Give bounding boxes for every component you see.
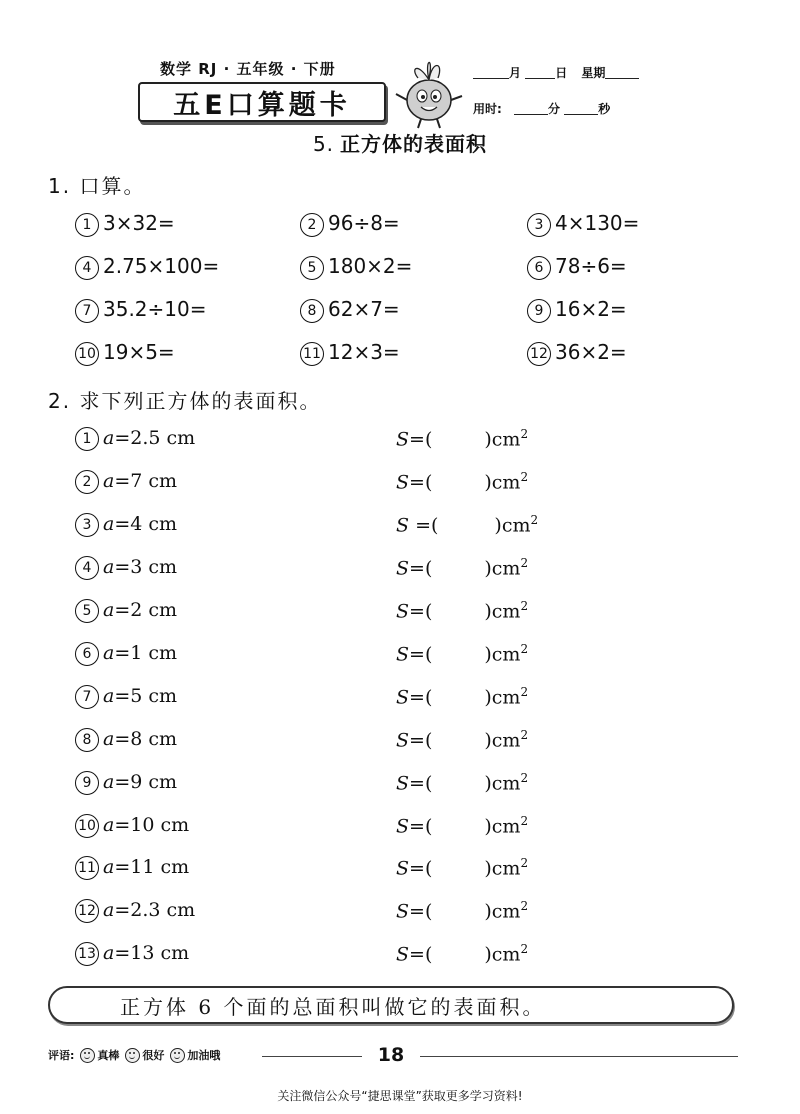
inline-text: cm (148, 728, 178, 750)
inline-text: = (114, 771, 131, 793)
inline-text: a (103, 599, 115, 621)
calc-item (527, 211, 639, 237)
inline-text: 2 (520, 899, 529, 913)
definition-note: 正方体 6 个面的总面积叫做它的表面积。 (48, 986, 734, 1024)
surface-area-answer[interactable] (396, 899, 528, 922)
inline-text: a (103, 899, 115, 921)
inline-text: = (114, 899, 131, 921)
inline-text: cm (148, 685, 178, 707)
item-number-badge: 2 (75, 470, 99, 494)
inline-text: 5 (130, 685, 143, 707)
inline-text: 11 (130, 856, 155, 878)
inline-text: =( (409, 643, 433, 666)
item-number-badge: 4 (75, 556, 99, 580)
surface-area-answer[interactable] (396, 942, 528, 965)
inline-text: cm (166, 427, 196, 449)
inline-text: S (396, 600, 410, 623)
calc-item (300, 340, 400, 366)
cube-edge-item (75, 728, 177, 752)
inline-text: cm (160, 856, 190, 878)
inline-text: 2 (520, 814, 529, 828)
item-number-badge: 3 (75, 513, 99, 537)
inline-text: 2 (530, 513, 539, 527)
inline-text: cm (148, 556, 178, 578)
inline-text: 2 (520, 856, 529, 870)
weekday-blank[interactable] (605, 66, 639, 79)
surface-area-answer[interactable] (396, 642, 528, 665)
inline-text: 7 (130, 470, 143, 492)
inline-text: 2 (520, 942, 529, 956)
cube-edge-item (75, 814, 189, 838)
inline-text: =( (409, 772, 433, 795)
calc-item (75, 254, 219, 280)
inline-text: = (114, 513, 131, 535)
inline-text: a (103, 942, 115, 964)
inline-text: cm (148, 599, 178, 621)
inline-text: = (114, 599, 131, 621)
inline-text: )cm (484, 428, 521, 451)
inline-text: a (103, 427, 115, 449)
inline-text: =( (409, 943, 433, 966)
calc-item (527, 340, 627, 366)
inline-text: )cm (484, 943, 521, 966)
inline-text: 12×3= (328, 340, 400, 364)
inline-text: 2.5 (130, 427, 161, 449)
item-number-badge: 5 (300, 256, 324, 280)
inline-text: a (103, 771, 115, 793)
inline-text: cm (148, 771, 178, 793)
inline-text: 2 (520, 556, 529, 570)
inline-text: =( (409, 857, 433, 880)
item-number-badge: 8 (75, 728, 99, 752)
inline-text: a (103, 556, 115, 578)
surface-area-answer[interactable] (396, 771, 528, 794)
inline-text: =( (409, 900, 433, 923)
inline-text: )cm (484, 557, 521, 580)
surface-area-answer[interactable] (396, 599, 528, 622)
inline-text: S (396, 514, 410, 537)
item-number-badge: 12 (75, 899, 99, 923)
inline-text: =( (415, 514, 439, 537)
inline-text: 36×2= (555, 340, 627, 364)
calc-item (75, 297, 207, 323)
inline-text: 16×2= (555, 297, 627, 321)
inline-text: cm (160, 942, 190, 964)
inline-text: S (396, 815, 410, 838)
inline-text: 2.75×100= (103, 254, 220, 278)
item-number-badge: 10 (75, 342, 99, 366)
item-number-badge: 6 (527, 256, 551, 280)
inline-text: = (114, 556, 131, 578)
inline-text: =( (409, 428, 433, 451)
item-number-badge: 1 (75, 213, 99, 237)
inline-text: = (114, 728, 131, 750)
calc-item (300, 211, 400, 237)
inline-text: = (114, 942, 131, 964)
item-number-badge: 11 (300, 342, 324, 366)
time-row: 用时: 分 秒 (473, 102, 611, 116)
inline-text: S (396, 943, 410, 966)
inline-text: =( (409, 600, 433, 623)
inline-text: a (103, 513, 115, 535)
item-number-badge: 11 (75, 856, 99, 880)
item-number-badge: 2 (300, 213, 324, 237)
rating-good[interactable]: 很好 (142, 1049, 165, 1062)
cube-edge-item (75, 427, 195, 451)
surface-area-answer[interactable] (396, 556, 528, 579)
inline-text: )cm (484, 815, 521, 838)
inline-text: cm (148, 513, 178, 535)
inline-text: 2 (520, 427, 529, 441)
cube-edge-item (75, 771, 177, 795)
calc-item (527, 254, 627, 280)
cube-edge-item (75, 856, 189, 880)
inline-text: 8 (130, 728, 143, 750)
mascot-icon (388, 50, 470, 130)
inline-text: a (103, 728, 115, 750)
inline-text: a (103, 470, 115, 492)
seconds-blank[interactable] (564, 102, 598, 115)
inline-text: = (114, 814, 131, 836)
inline-text: 3×32= (103, 211, 175, 235)
item-number-badge: 5 (75, 599, 99, 623)
item-number-badge: 12 (527, 342, 551, 366)
surface-area-answer[interactable] (396, 814, 528, 837)
calc-item (75, 340, 175, 366)
inline-text: 2 (520, 771, 529, 785)
cube-edge-item (75, 685, 177, 709)
minutes-blank[interactable] (514, 102, 548, 115)
page-number: 18 (362, 1040, 420, 1070)
cube-edge-item (75, 899, 195, 923)
inline-text: = (114, 856, 131, 878)
item-number-badge: 7 (75, 299, 99, 323)
inline-text: )cm (484, 643, 521, 666)
inline-text: S (396, 428, 410, 451)
inline-text: 2 (520, 642, 529, 656)
surface-area-answer[interactable] (396, 513, 538, 536)
cube-edge-item (75, 642, 177, 666)
q2-heading: 2. 求下列正方体的表面积。 (48, 389, 322, 413)
inline-text: S (396, 772, 410, 795)
inline-text: S (396, 643, 410, 666)
inline-text: cm (148, 470, 178, 492)
rating-great[interactable]: 真棒 (97, 1049, 120, 1062)
surface-area-answer[interactable] (396, 728, 528, 751)
inline-text: 2 (520, 599, 529, 613)
inline-text: 180×2= (328, 254, 413, 278)
rating-keep-going[interactable]: 加油哦 (187, 1049, 221, 1062)
inline-text: = (114, 685, 131, 707)
q1-heading: 1. 口算。 (48, 174, 146, 198)
item-number-badge: 9 (75, 771, 99, 795)
item-number-badge: 4 (75, 256, 99, 280)
item-number-badge: 9 (527, 299, 551, 323)
inline-text: )cm (484, 686, 521, 709)
inline-text: S (396, 900, 410, 923)
inline-text: S (396, 729, 410, 752)
inline-text: 2 (130, 599, 143, 621)
item-number-badge: 8 (300, 299, 324, 323)
calc-item (75, 211, 175, 237)
inline-text: 2 (520, 685, 529, 699)
inline-text: =( (409, 729, 433, 752)
cube-edge-item (75, 942, 189, 966)
day-blank[interactable] (525, 66, 555, 79)
footer-divider (262, 1056, 738, 1057)
inline-text: a (103, 685, 115, 707)
lesson-title: 5. 正方体的表面积 (312, 132, 488, 156)
inline-text: 13 (130, 942, 155, 964)
subject-label: 数学 (160, 60, 193, 78)
inline-text: 10 (130, 814, 155, 836)
inline-text: =( (409, 557, 433, 580)
inline-text: = (114, 642, 131, 664)
inline-text: 78÷6= (555, 254, 627, 278)
cube-edge-item (75, 556, 177, 580)
card-title: 五E口算题卡 (138, 82, 386, 122)
item-number-badge: 3 (527, 213, 551, 237)
surface-area-answer[interactable] (396, 470, 528, 493)
calc-item (300, 297, 400, 323)
item-number-badge: 6 (75, 642, 99, 666)
inline-text: = (114, 470, 131, 492)
inline-text: =( (409, 471, 433, 494)
rating-row: 评语: 真棒 很好 加油哦 (48, 1049, 221, 1062)
inline-text: )cm (484, 600, 521, 623)
inline-text: 2.3 (130, 899, 161, 921)
inline-text: =( (409, 686, 433, 709)
inline-text: S (396, 857, 410, 880)
inline-text: 1 (130, 642, 143, 664)
inline-text: S (396, 471, 410, 494)
inline-text: cm (148, 642, 178, 664)
inline-text: a (103, 814, 115, 836)
inline-text: = (114, 427, 131, 449)
inline-text: 35.2÷10= (103, 297, 207, 321)
inline-text: )cm (484, 772, 521, 795)
inline-text: 3 (130, 556, 143, 578)
inline-text: S (396, 557, 410, 580)
inline-text: 62×7= (328, 297, 400, 321)
item-number-badge: 1 (75, 427, 99, 451)
date-row: 月 日 星期 (473, 64, 639, 81)
cube-edge-item (75, 599, 177, 623)
inline-text: 96÷8= (328, 211, 400, 235)
inline-text: cm (166, 899, 196, 921)
inline-text: )cm (484, 900, 521, 923)
item-number-badge: 13 (75, 942, 99, 966)
calc-item (527, 297, 627, 323)
inline-text: )cm (484, 471, 521, 494)
surface-area-answer[interactable] (396, 685, 528, 708)
inline-text: cm (160, 814, 190, 836)
promo-note: 关注微信公众号“捷思课堂”获取更多学习资料! (277, 1089, 523, 1103)
cube-edge-item (75, 470, 177, 494)
inline-text: 2 (520, 728, 529, 742)
inline-text: =( (409, 815, 433, 838)
inline-text: 9 (130, 771, 143, 793)
inline-text: 4 (130, 513, 143, 535)
inline-text: )cm (484, 729, 521, 752)
inline-text: 4×130= (555, 211, 640, 235)
inline-text: )cm (494, 514, 531, 537)
item-number-badge: 7 (75, 685, 99, 709)
cube-edge-item (75, 513, 177, 537)
smiley-icon[interactable] (125, 1048, 140, 1063)
inline-text: a (103, 642, 115, 664)
inline-text: a (103, 856, 115, 878)
smiley-icon[interactable] (80, 1048, 95, 1063)
month-blank[interactable] (473, 66, 509, 79)
calc-item (300, 254, 412, 280)
inline-text: S (396, 686, 410, 709)
item-number-badge: 10 (75, 814, 99, 838)
inline-text: 19×5= (103, 340, 175, 364)
edition-label: RJ · 五年级 · 下册 (198, 60, 336, 78)
book-subtitle (160, 58, 336, 79)
inline-text: 2 (520, 470, 529, 484)
surface-area-answer[interactable] (396, 856, 528, 879)
surface-area-answer[interactable] (396, 427, 528, 450)
inline-text: )cm (484, 857, 521, 880)
smiley-icon[interactable] (170, 1048, 185, 1063)
